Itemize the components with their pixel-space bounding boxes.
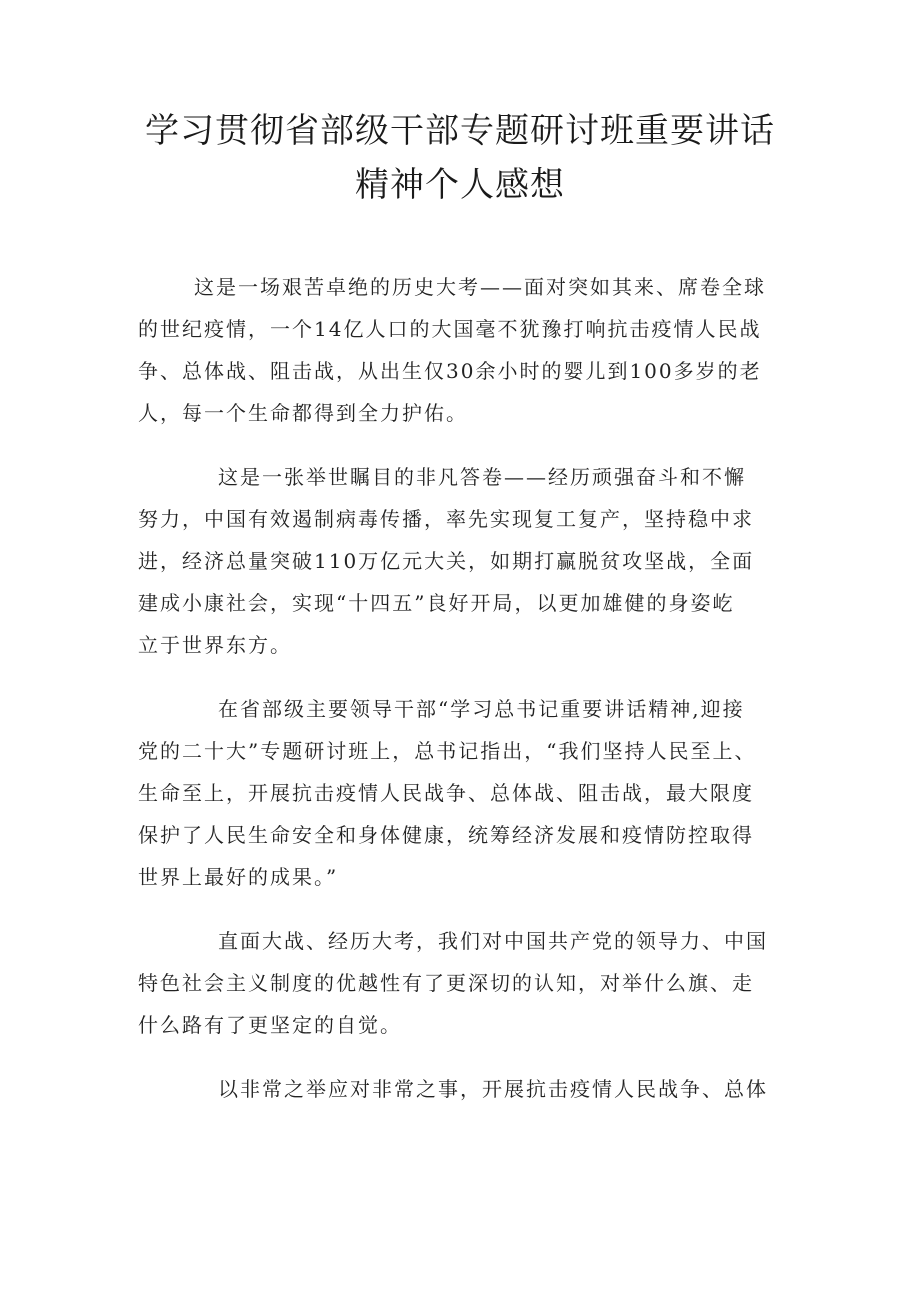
paragraph-line: 进，经济总量突破110万亿元大关，如期打赢脱贫攻坚战，全面 xyxy=(138,549,755,573)
title-line-1: 学习贯彻省部级干部专题研讨班重要讲话 xyxy=(145,111,775,151)
paragraph-line: 努力，中国有效遏制病毒传播，率先实现复工复产，坚持稳中求 xyxy=(138,507,754,531)
paragraph-line: 的世纪疫情，一个14亿人口的大国毫不犹豫打响抗击疫情人民战 xyxy=(138,317,762,341)
paragraph-line: 这是一张举世瞩目的非凡答卷——经历顽强奋斗和不懈 xyxy=(218,465,746,489)
paragraph-line: 这是一场艰苦卓绝的历史大考——面对突如其来、席卷全球 xyxy=(194,275,766,299)
paragraph-line: 什么路有了更坚定的自觉。 xyxy=(138,1013,402,1037)
paragraph-line: 建成小康社会，实现“十四五”良好开局，以更加雄健的身姿屹 xyxy=(138,591,735,615)
paragraph-line: 直面大战、经历大考，我们对中国共产党的领导力、中国 xyxy=(218,929,768,953)
paragraph-line: 特色社会主义制度的优越性有了更深切的认知，对举什么旗、走 xyxy=(138,971,754,995)
paragraph xyxy=(138,920,793,1046)
document-title xyxy=(0,104,920,212)
paragraph-line: 立于世界东方。 xyxy=(138,633,292,657)
paragraph xyxy=(138,266,793,434)
paragraph-line: 保护了人民生命安全和身体健康，统筹经济发展和疫情防控取得 xyxy=(138,823,754,847)
paragraph-line: 以非常之举应对非常之事，开展抗击疫情人民战争、总体 xyxy=(218,1077,768,1101)
paragraph-line: 世界上最好的成果。” xyxy=(138,865,339,889)
paragraph-line: 争、总体战、阻击战，从出生仅30余小时的婴儿到100多岁的老 xyxy=(138,359,762,383)
document-body xyxy=(138,266,793,1132)
paragraph-line: 生命至上，开展抗击疫情人民战争、总体战、阻击战，最大限度 xyxy=(138,781,754,805)
paragraph-line: 在省部级主要领导干部“学习总书记重要讲话精神,迎接 xyxy=(218,697,745,721)
paragraph-line: 党的二十大”专题研讨班上，总书记指出，“我们坚持人民至上、 xyxy=(138,739,757,763)
paragraph xyxy=(138,1068,793,1110)
paragraph xyxy=(138,688,793,898)
title-line-2: 精神个人感想 xyxy=(355,165,565,205)
paragraph xyxy=(138,456,793,666)
paragraph-line: 人，每一个生命都得到全力护佑。 xyxy=(138,401,468,425)
